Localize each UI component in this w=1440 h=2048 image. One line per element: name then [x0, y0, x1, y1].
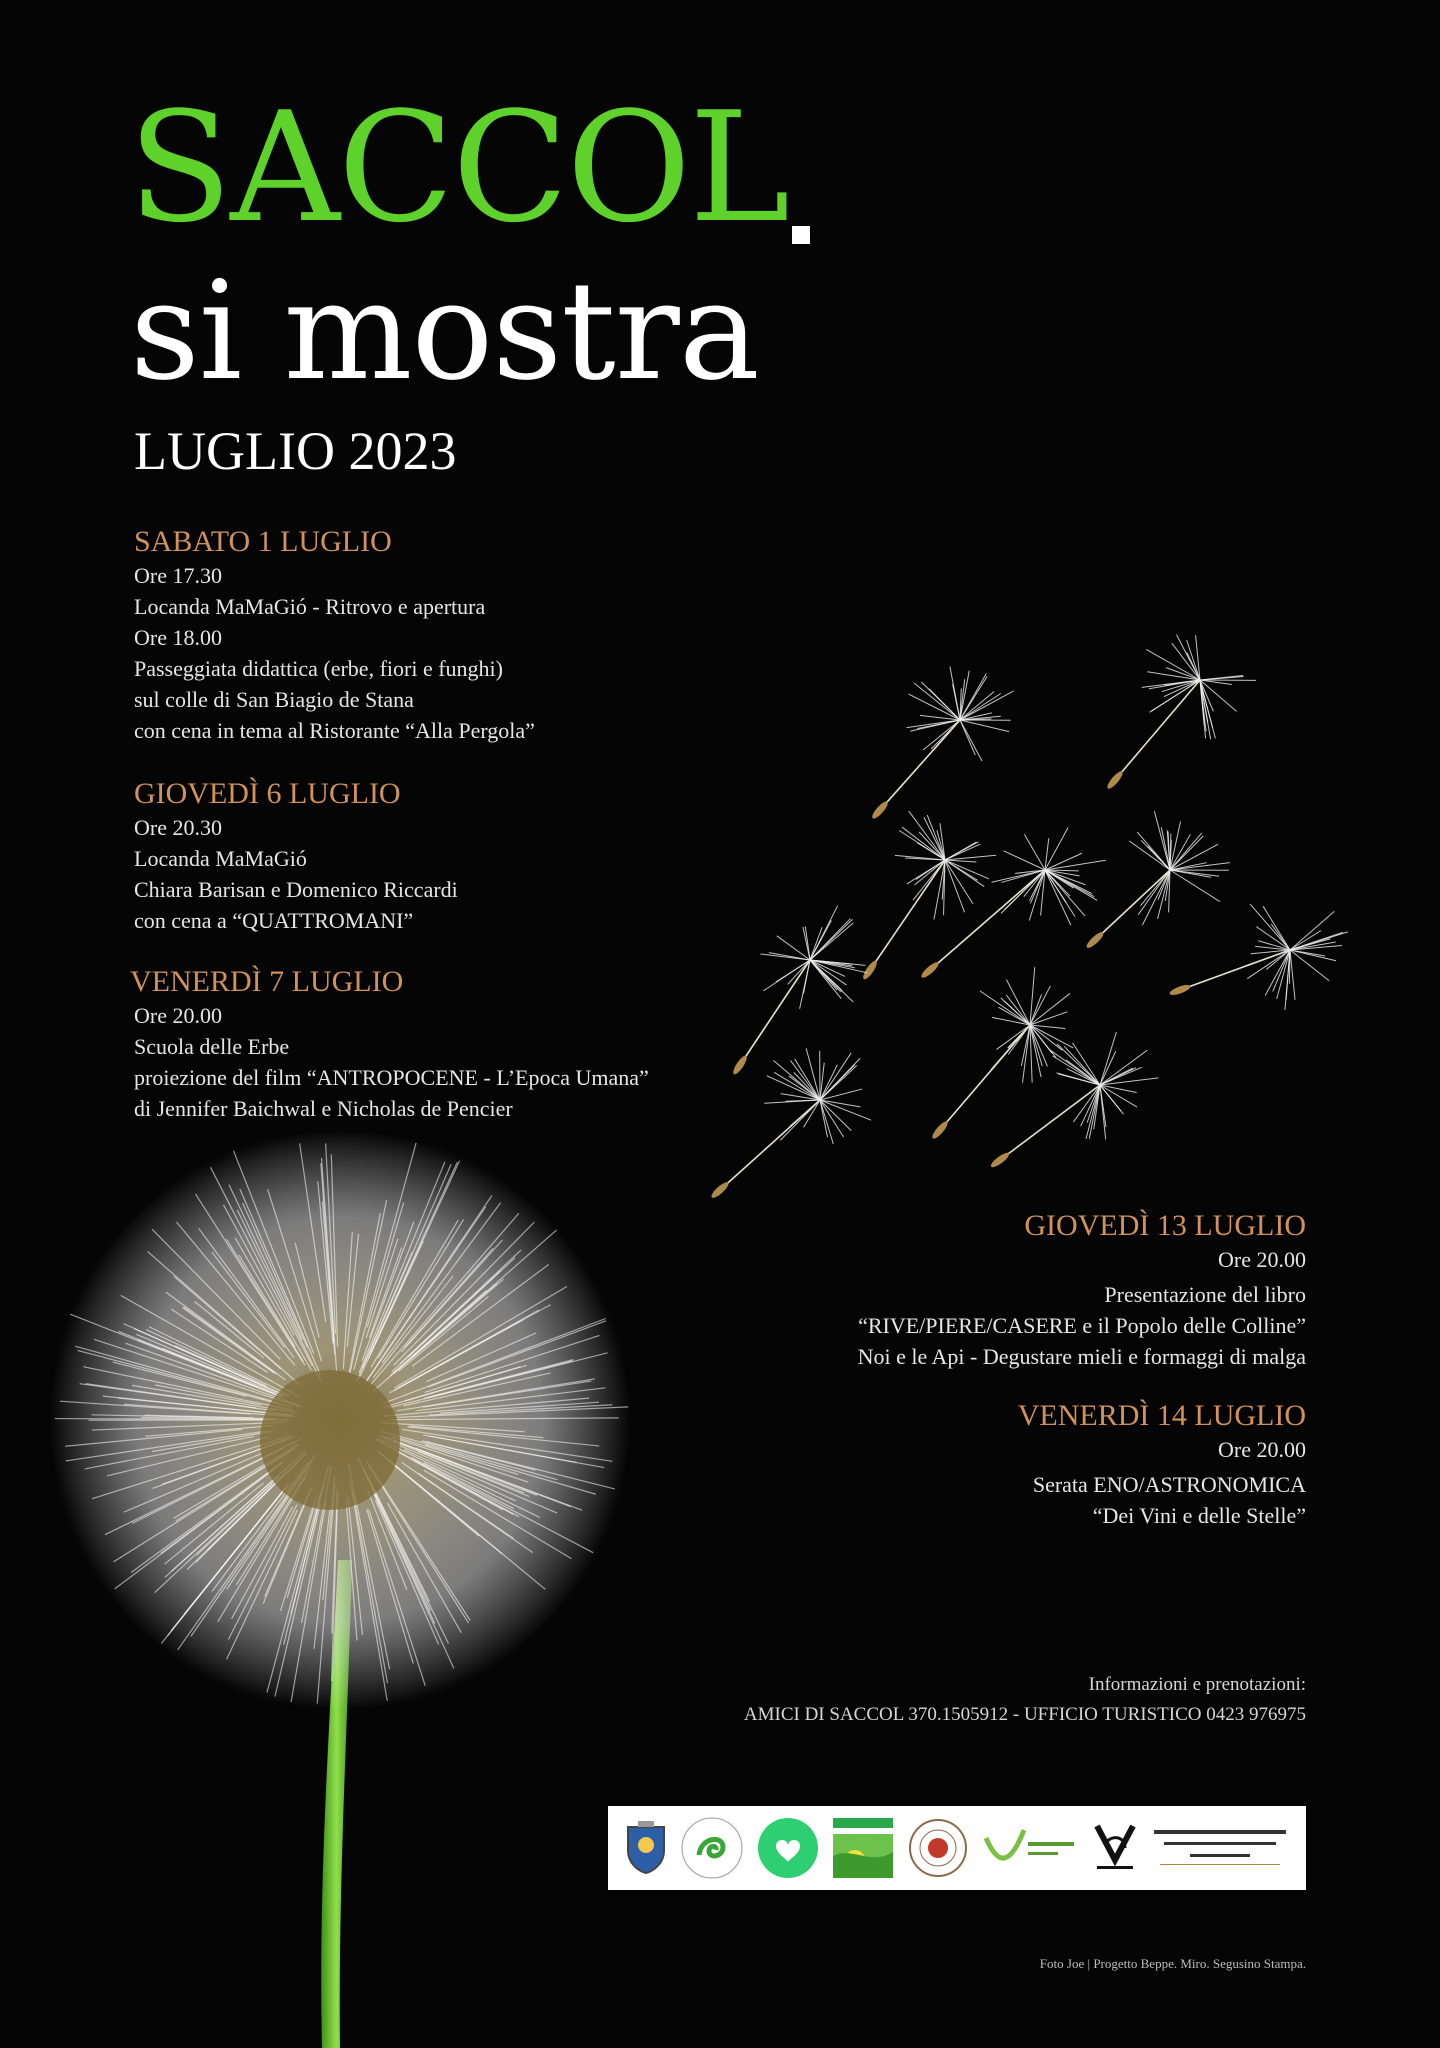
dandelion-seed [930, 967, 1073, 1141]
consorzio-docg-seal-logo [907, 1817, 969, 1879]
event-line: Serata ENO/ASTRONOMICA [1032, 1472, 1306, 1497]
event-line: sul colle di San Biagio de Stana [134, 687, 414, 712]
event-line: Ore 18.00 [134, 625, 222, 650]
flying-seeds [709, 635, 1347, 1200]
event-line: di Jennifer Baichwal e Nicholas de Pencier [134, 1096, 513, 1121]
event-line: Ore 20.00 [1218, 1437, 1306, 1462]
info-contacts: AMICI DI SACCOL 370.1505912 - UFFICIO TURISTICO 0423 976975 [743, 1704, 1306, 1725]
dandelion-center [260, 1370, 400, 1510]
valdobbiadene-belcuore-logo [756, 1816, 820, 1880]
event-line: proiezione del film “ANTROPOCENE - L’Epoca Umana” [134, 1065, 649, 1090]
dandelion-seed [919, 827, 1105, 979]
valdobbiadene-consorzio-logo [980, 1820, 1080, 1876]
event-line: Ore 17.30 [134, 563, 222, 588]
dandelion-seed [861, 811, 996, 981]
dandelion-seed [1085, 811, 1230, 950]
event-block-1 [134, 524, 535, 746]
event-day: GIOVEDÌ 13 LUGLIO [1024, 1209, 1306, 1242]
libera-universita-logo [1150, 1820, 1290, 1876]
event-line: Ore 20.30 [134, 815, 222, 840]
event-day: VENERDÌ 14 LUGLIO [1017, 1399, 1306, 1432]
event-line: Noi e le Api - Degustare mieli e formaggi di malga [857, 1344, 1306, 1369]
event-line: “Dei Vini e delle Stelle” [1092, 1503, 1306, 1528]
event-line: con cena in tema al Ristorante “Alla Pergola” [134, 718, 535, 743]
event-block-4 [858, 1208, 1306, 1372]
val-dobbiadene-logo [679, 1815, 745, 1881]
event-block-5 [1018, 1398, 1306, 1531]
dandelion-seed [870, 666, 1014, 820]
dandelion-seed [1168, 904, 1347, 1010]
event-line: con cena a “QUATTROMANI” [134, 908, 414, 933]
info-heading: Informazioni e prenotazioni: [1088, 1674, 1306, 1695]
event-block-2 [134, 776, 458, 936]
event-line: Passeggiata didattica (erbe, fiori e funghi) [134, 656, 503, 681]
event-subtitle: si mostra [130, 253, 759, 411]
event-line: Presentazione del libro [1104, 1282, 1306, 1307]
centro-ricerche-logo [1091, 1820, 1139, 1876]
photo-credits: Foto Joe | Progetto Beppe. Miro. Segusino Stampa. [1039, 1956, 1306, 1971]
event-line: Locanda MaMaGió - Ritrovo e apertura [134, 594, 486, 619]
event-line: Locanda MaMaGió [134, 846, 307, 871]
pro-loco-logo [831, 1816, 895, 1880]
event-line: Scuola delle Erbe [134, 1034, 290, 1059]
event-line: Chiara Barisan e Domenico Riccardi [134, 877, 458, 902]
event-line: “RIVE/PIERE/CASERE e il Popolo delle Colline” [858, 1313, 1306, 1338]
title-dot [792, 226, 810, 244]
municipal-crest-logo [624, 1821, 668, 1875]
dandelion-seed [989, 1032, 1158, 1169]
event-period: LUGLIO 2023 [134, 421, 457, 481]
event-day: SABATO 1 LUGLIO [134, 525, 392, 558]
event-title: SACCOL [128, 79, 789, 256]
info-section [744, 1670, 1306, 1730]
event-line: Ore 20.00 [134, 1003, 222, 1028]
event-day: VENERDÌ 7 LUGLIO [130, 965, 404, 998]
dandelion-seed [731, 906, 867, 1076]
event-block-3 [130, 964, 649, 1124]
dandelion-seed [1105, 635, 1256, 791]
sponsor-logos [608, 1806, 1306, 1890]
event-day: GIOVEDÌ 6 LUGLIO [134, 777, 401, 810]
event-line: Ore 20.00 [1218, 1247, 1306, 1272]
